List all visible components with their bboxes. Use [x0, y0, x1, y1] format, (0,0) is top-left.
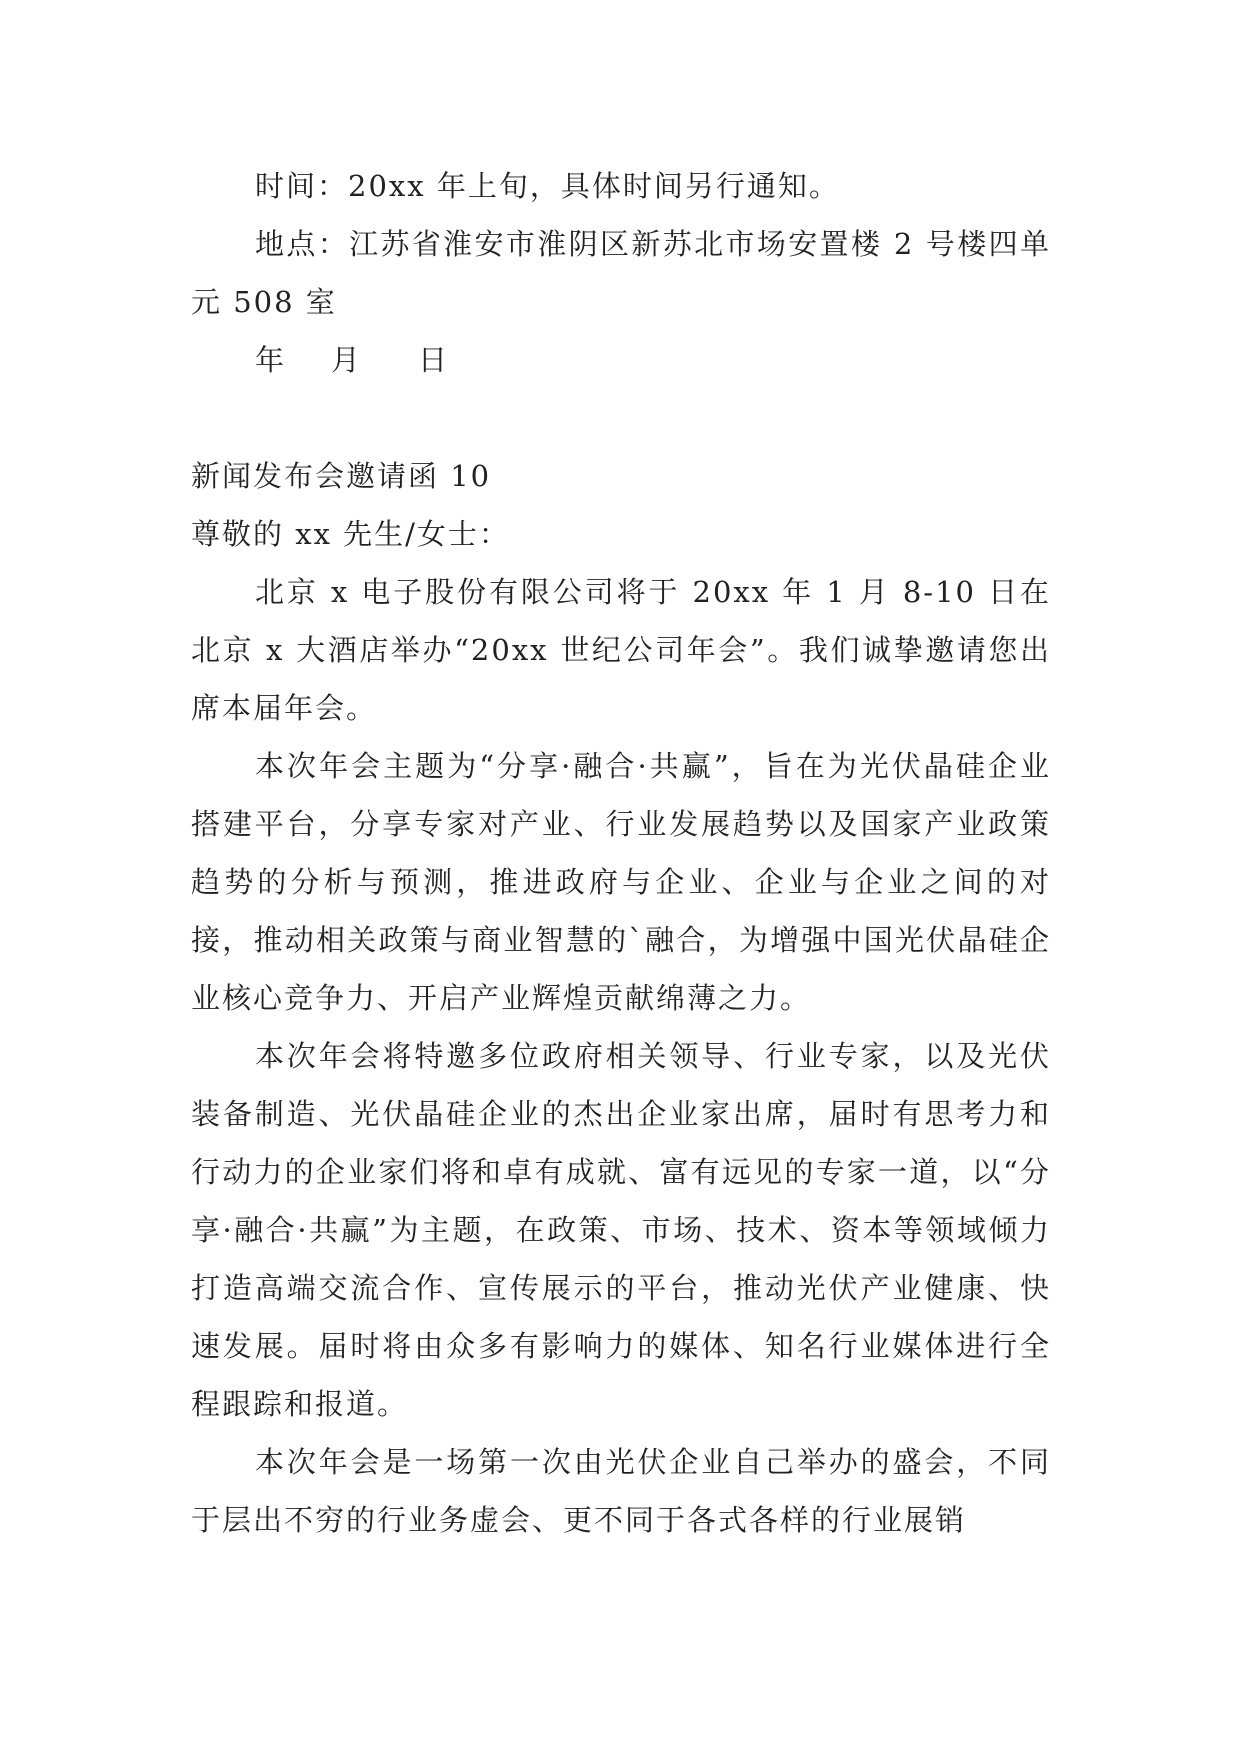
document-body	[191, 157, 1051, 1549]
invitation-heading: 新闻发布会邀请函 10	[191, 459, 492, 493]
time-line: 时间：20xx 年上旬，具体时间另行通知。	[255, 169, 840, 203]
body-paragraph-3: 本次年会将特邀多位政府相关领导、行业专家，以及光伏装备制造、光伏晶硅企业的杰出企业家出席，届时有思考力和行动力的企业家们将和卓有成就、富有远见的专家一道，以“分享·融合·共赢”为主题，在政策、市场、技术、资本等领域倾力打造高端交流合作、宣传展示的平台，推动光伏产业健康、快速发展。届时将由众多有影响力的媒体、知名行业媒体进行全程跟踪和报道。	[191, 1039, 1051, 1421]
body-paragraph-4: 本次年会是一场第一次由光伏企业自己举办的盛会，不同于层出不穷的行业务虚会、更不同于各式各样的行业展销	[191, 1445, 1051, 1537]
blank-line	[191, 389, 1051, 447]
salutation: 尊敬的 xx 先生/女士：	[191, 517, 510, 551]
location-line: 地点：江苏省淮安市淮阴区新苏北市场安置楼 2 号楼四单元 508 室	[191, 227, 1051, 319]
date-line: 年 月 日	[255, 343, 449, 377]
body-paragraph-2: 本次年会主题为“分享·融合·共赢”，旨在为光伏晶硅企业搭建平台，分享专家对产业、行业发展趋势以及国家产业政策趋势的分析与预测，推进政府与企业、企业与企业之间的对接，推动相关政策与商业智慧的`融合，为增强中国光伏晶硅企业核心竞争力、开启产业辉煌贡献绵薄之力。	[191, 749, 1051, 1015]
body-paragraph-1: 北京 x 电子股份有限公司将于 20xx 年 1 月 8-10 日在北京 x 大酒店举办“20xx 世纪公司年会”。我们诚挚邀请您出席本届年会。	[191, 575, 1051, 725]
